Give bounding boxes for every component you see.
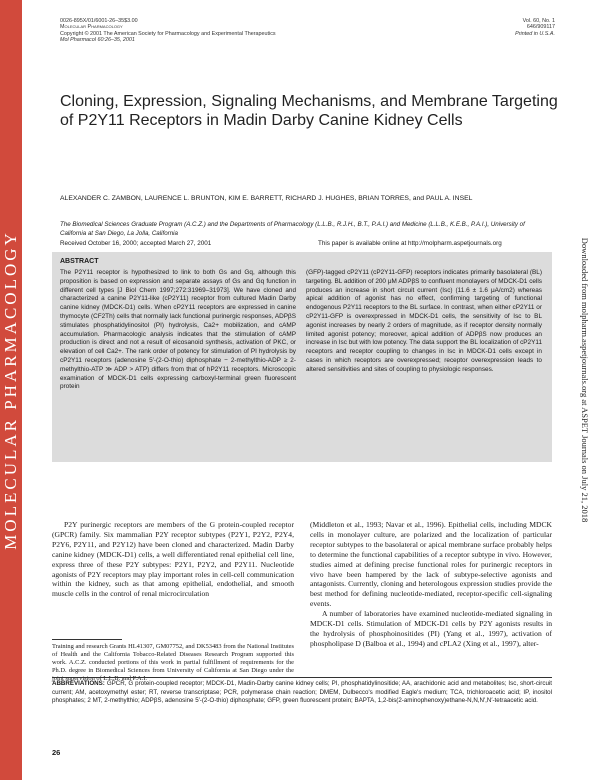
body-column-right — [310, 520, 552, 649]
abbreviations-label: ABBREVIATIONS: — [52, 680, 105, 687]
header-right-line: 646/909117 — [526, 24, 555, 31]
abstract-box — [52, 252, 552, 462]
journal-sidebar — [0, 0, 22, 780]
abstract-text-right: (GFP)-tagged cP2Y11 (cP2Y11-GFP) receptors indicates primarily basolateral (BL) targeting. BL addition of 200 μM ADPβS to confluent monolayers of MDCK-D1 cells produces an increase in short circuit current (Isc) (11.6 ± 1.6 μA/cm2) whereas apical addition of agonist has no effect, confirming targeting of functional endogenous P2Y11 receptors to the BL surface. In contrast, when either cP2Y11 or cP2Y11-GFP is overexpressed in MDCK-D1 cells, the sensitivity of Isc to BL agonist increases by nearly 2 orders of magnitude, as if receptor density normally limited agonist potency; moreover, apical addition of ADPβS now produces an increase in Isc but with low potency. The data support the BL localization of cP2Y11 receptors and receptor coupling to changes in Isc in MDCK-D1 cells except in cases in which receptors are overexpressed; receptor overexpression leads to altered sensitivities and sites of coupling to physiologic responses. — [306, 269, 542, 373]
abbreviations-divider — [52, 677, 552, 678]
header-left-line: Mol Pharmacol 60:26–35, 2001 — [60, 37, 135, 44]
funding-footnote: Training and research Grants HL41307, GM07752, and DK53483 from the National Institutes of Health and the California Tobacco-Related Diseases Research Program supported this work. A.C.Z. conducted portions of this work in partial fulfillment of requirements for the Ph.D. degree in Biomedical Sciences from University of California at San Diego under the joint supervision of L.L.B. and P.A.I. — [52, 643, 294, 682]
header-left — [60, 18, 276, 44]
journal-sidebar-title: MOLECULAR PHARMACOLOGY — [1, 230, 20, 550]
header-left-line: Molecular Pharmacology — [60, 24, 123, 31]
abbreviations-text: GPCR, G protein-coupled receptor; MDCK-D1, Madin-Darby canine kidney cells; PI, phosphatidylinositide; AA, arachidonic acid and metabolites; Isc, short-circuit current; AM, acetoxymethyl ester; RT, reverse transcriptase; PCR, polymerase chain reaction; DMEM, Dulbecco's modified Eagle's medium; TCA, trichloroacetic acid; IP, inositol phosphates; 2 MT, 2-methylthio; ADPβS, adenosine 5′-(2-O-thio) diphosphate; GFP, green fluorescent protein; BAPTA, 1,2-bis(2-aminophenoxy)ethane-N,N,N′,N′-tetraacetic acid. — [52, 680, 552, 705]
header-right-line: Vol. 60, No. 1 — [522, 18, 555, 24]
body-column-left — [52, 520, 294, 599]
header-right-line: Printed in U.S.A. — [515, 30, 555, 37]
body-paragraph: P2Y purinergic receptors are members of the G protein-coupled receptor (GPCR) family. Six mammalian P2Y receptor subtypes (P2Y1, P2Y2, P2Y4, P2Y6, P2Y11, and P2Y12) have been cloned and characterized. Madin Darby canine kidney (MDCK-D1) cells, a well differentiated renal epithelial cell line, express three of these P2Y subtypes: P2Y1, P2Y2, and P2Y11. Nucleotide agonists of P2Y receptors may play important roles in cell-cell communication within the kidney, such as that among epithelial, endothelial, and smooth muscle cells in the control of renal microcirculation — [52, 520, 294, 599]
header-left-line: Copyright © 2001 The American Society for Pharmacology and Experimental Therapeutics — [60, 30, 276, 37]
abbreviations — [52, 680, 552, 706]
abstract-heading: ABSTRACT — [60, 258, 99, 265]
body-paragraph: (Middleton et al., 1993; Navar et al., 1996). Epithelial cells, including MDCK cells in monolayer culture, are polarized and the localization of particular receptor subtypes to the basolateral or apical membrane surface probably helps to determine the functional capabilities of a receptor subtype in vivo. However, studies aimed at defining precise functional roles for purinergic receptors in vivo have been hampered by the lack of subtype-selective agonists and antagonists. Currently, cloning and heterologous expression studies provide the best method for defining nucleotide-mediated, receptor-specific cell-signaling events. — [310, 520, 552, 609]
body-paragraph: A number of laboratories have examined nucleotide-mediated signaling in MDCK-D1 cells. Stimulation of MDCK-D1 cells by P2Y agonists results in the hydrolysis of phosphoinositides (PI) (Yang et al., 1997), activation of phospholipase D (Balboa et al., 1994) and cPLA2 (Xing et al., 1997), alter- — [310, 609, 552, 648]
footnote-divider — [52, 639, 122, 640]
header-left-line: 0026-895X/01/6001-26–35$3.00 — [60, 18, 138, 24]
author-list: ALEXANDER C. ZAMBON, LAURENCE L. BRUNTON, KIM E. BARRETT, RICHARD J. HUGHES, BRIAN TORRES, and PAUL A. INSEL — [60, 195, 473, 202]
abstract-text-left: The P2Y11 receptor is hypothesized to link to both Gs and Gq, although this proposition is based on expression and separate assays of Gs and Gq function in different cell types [J Biol Chem 1997;272:31969–31973]. We have cloned and characterized a canine P2Y11-like (cP2Y11) receptor from cultured Madin Darby canine kidney (MDCK-D1) cells. When cP2Y11 receptors are expressed in canine thymocyte (CF2Th) cells that normally lack functional purinergic responses, ADPβS stimulates phosphatidylinositol (PI) hydrolysis, Ca2+ mobilization, and cAMP accumulation. Pharmacologic analysis indicates that the stimulation of cAMP production is direct and not a result of eicosanoid synthesis, activation of PKC, or elevation of cell Ca2+. The rank order of potency for stimulation of PI hydrolysis by cP2Y11 receptors (adenosine 5′-(2-O-thio) diphosphate − 2-methylthio-ADP ≥ 2-methylthio-ATP ≫ ADP > ATP) differs from that of hP2Y11 receptors. Microscopic examination of MDCK-D1 cells expressing carboxyl-terminal green fluorescent protein — [60, 269, 296, 391]
page-number: 26 — [52, 748, 61, 757]
online-availability: This paper is available online at http://molpharm.aspetjournals.org — [318, 240, 502, 247]
article-title: Cloning, Expression, Signaling Mechanisms, and Membrane Targeting of P2Y11 Receptors in Madin Darby Canine Kidney Cells — [60, 93, 558, 129]
header-right — [515, 18, 555, 37]
received-dates: Received October 16, 2000; accepted March 27, 2001 — [60, 240, 212, 247]
download-note: Downloaded from molpharm.aspetjournals.org at ASPET Journals on July 21, 2018 — [580, 237, 590, 523]
affiliation: The Biomedical Sciences Graduate Program (A.C.Z.) and the Departments of Pharmacology (L.L.B., R.J.H., B.T., P.A.I.) and Medicine (L.L.B., K.E.B., P.A.I.), University of California at San Diego, La Jolla, California — [60, 221, 525, 237]
